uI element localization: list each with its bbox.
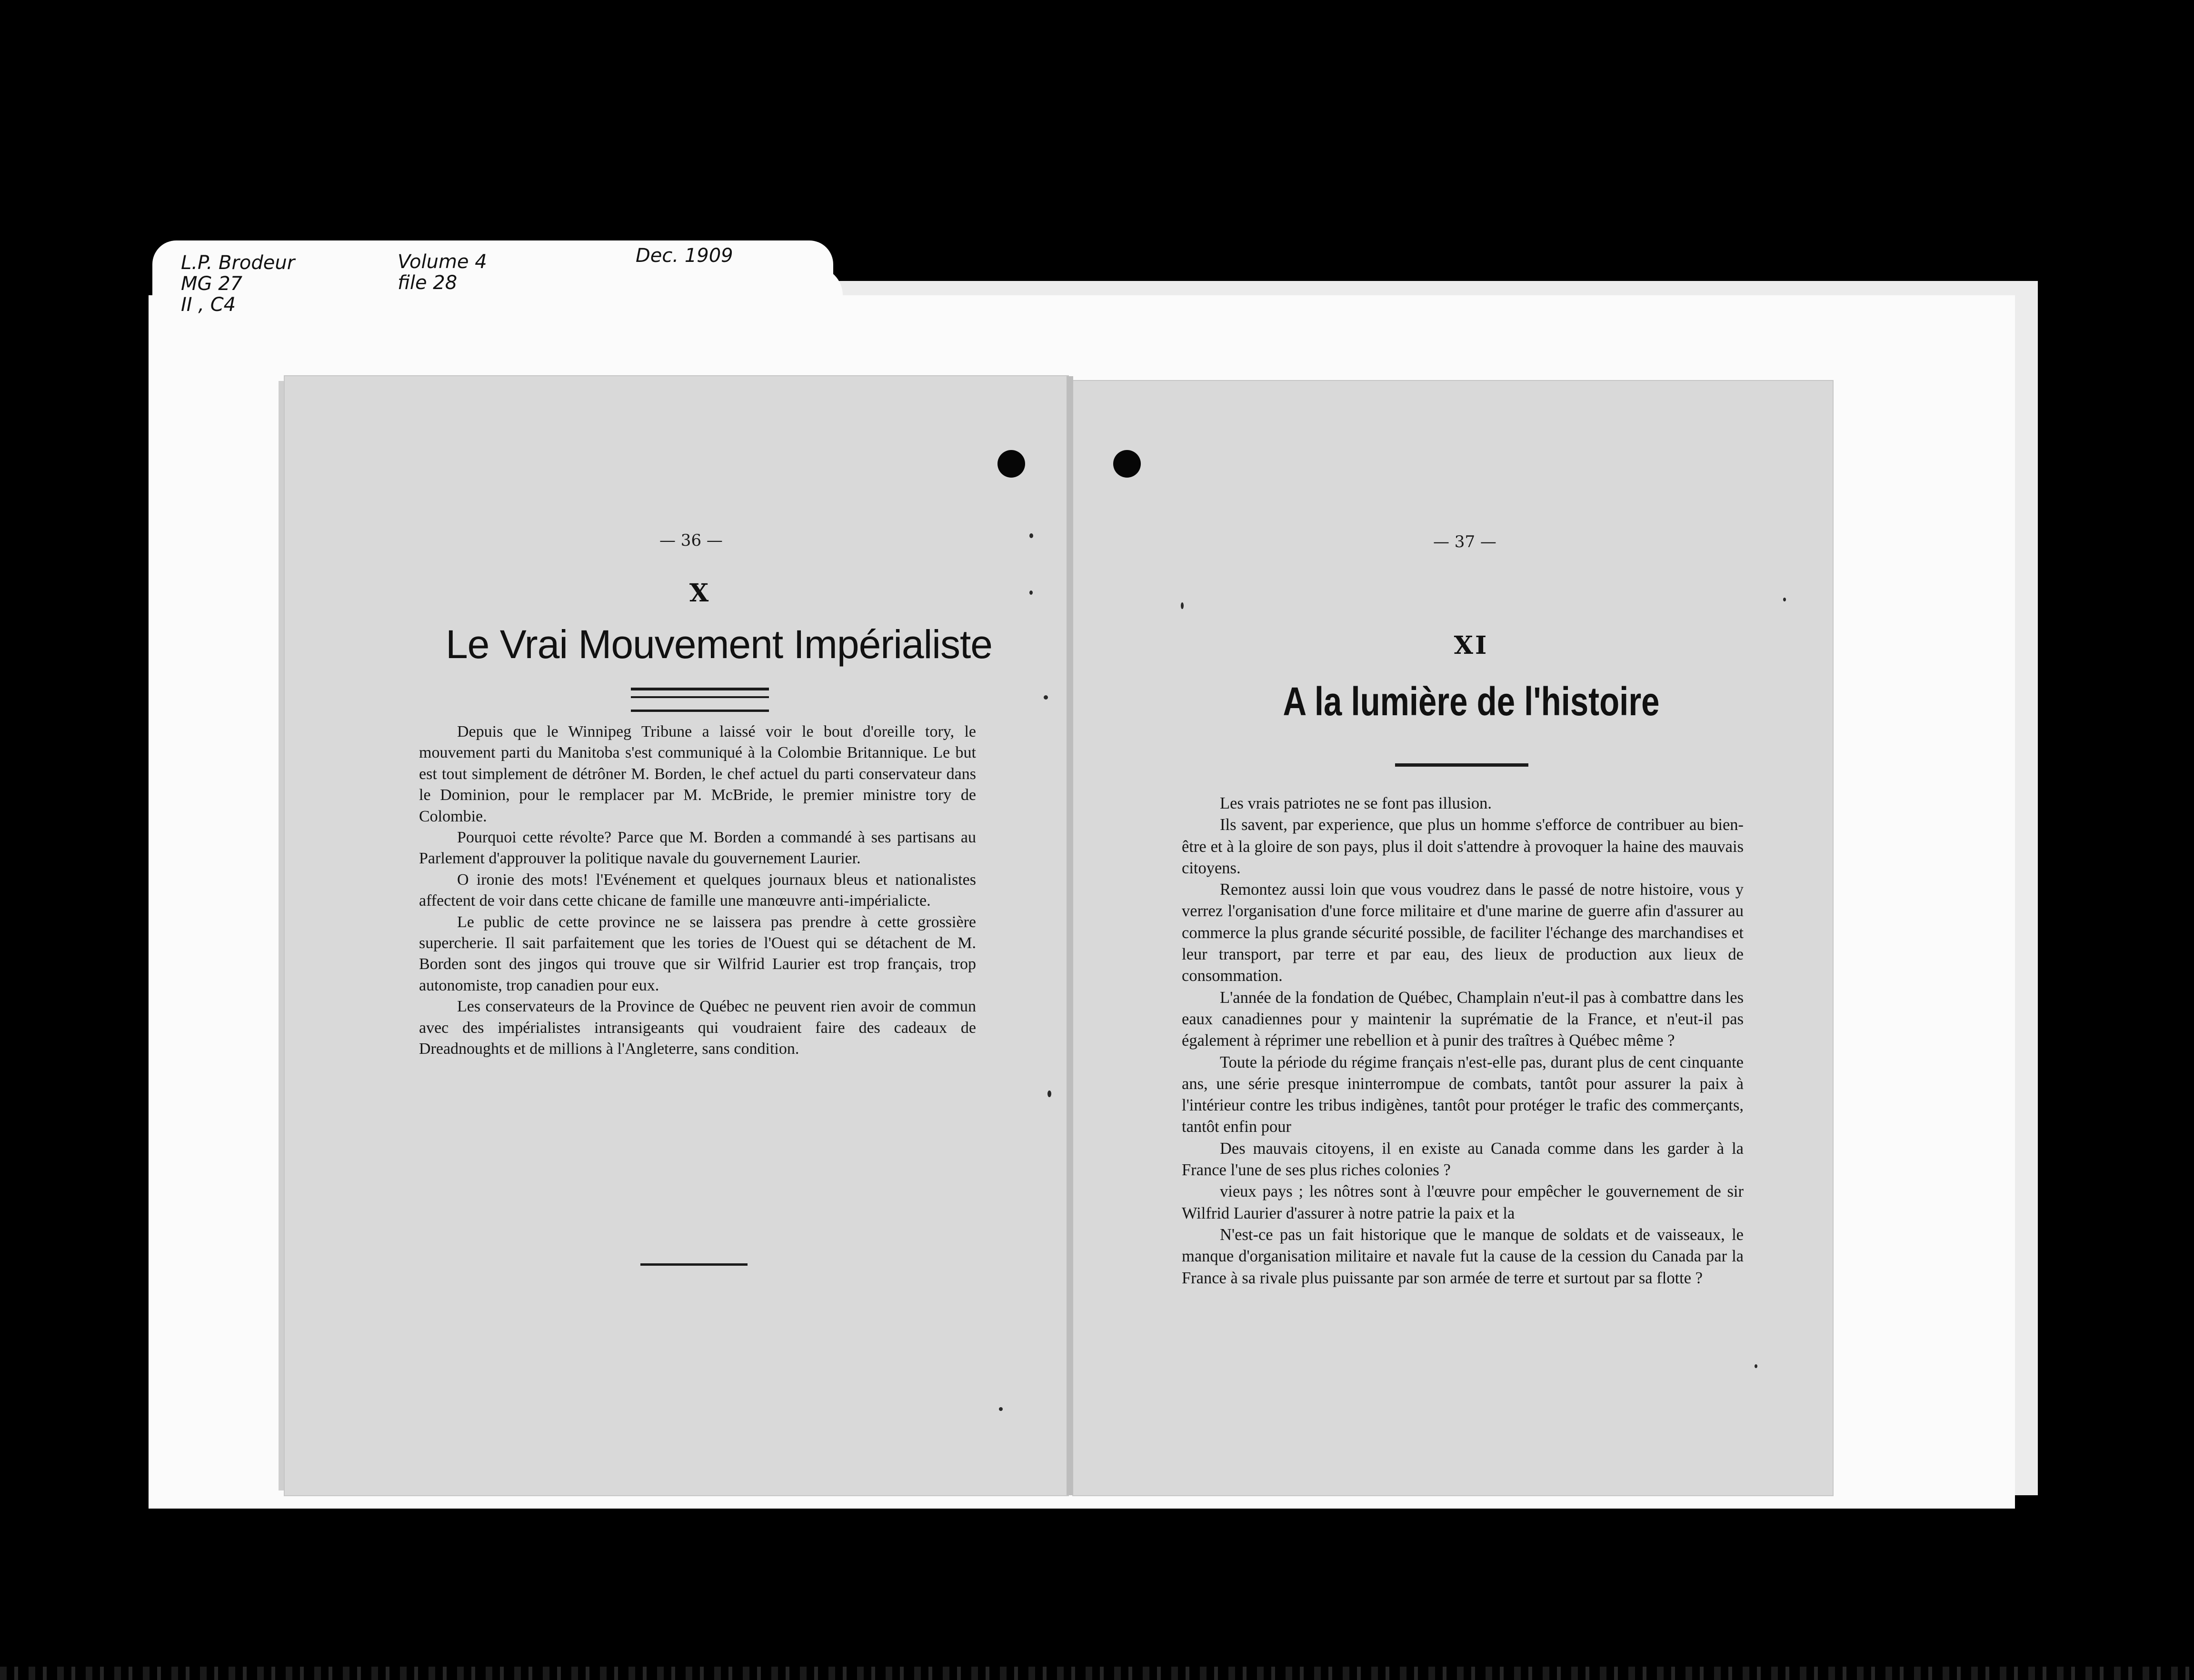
- end-rule: [640, 1263, 748, 1266]
- binder-hole-right: [1113, 450, 1141, 478]
- archive-collection-label: L.P. Brodeur MG 27 II , C4: [181, 252, 295, 316]
- right-title-rule: [1395, 763, 1528, 767]
- left-paragraph: Pourquoi cette révolte? Parce que M. Borden a commandé à ses partisans au Parlement d'approuver la politique navale du gouvernement Laurier.: [419, 829, 976, 868]
- left-body-text: [419, 721, 976, 1060]
- scan-speck: [1181, 602, 1184, 609]
- scan-speck: [1047, 1090, 1051, 1097]
- page-stack-edge: [279, 381, 285, 1490]
- right-paragraph: Des mauvais citoyens, il en existe au Canada comme dans les garder à la France l'une de ses plus riches colonies ?: [1182, 1139, 1744, 1180]
- left-chapter-number: X: [689, 579, 711, 608]
- left-paragraph: O ironie des mots! l'Evénement et quelques journaux bleus et nationalistes affectent de voir dans cette chicane de famille une manœuvre anti-impérialicte.: [419, 870, 976, 910]
- scan-speck: [1755, 1364, 1757, 1368]
- binder-hole-left: [997, 450, 1025, 478]
- right-body-text: [1182, 793, 1744, 1289]
- title-rule-top: [631, 688, 769, 690]
- title-rule-bottom: [631, 710, 769, 712]
- right-paragraph: Ils savent, par experience, que plus un homme s'efforce de contribuer au bien-être et à la gloire de son pays, plus il doit s'attendre à provoquer la haine des mauvais citoyens.: [1182, 816, 1744, 877]
- right-page-number: — 37 —: [1433, 532, 1496, 551]
- scan-speck: [1783, 598, 1786, 601]
- right-paragraph: Toute la période du régime français n'est-elle pas, durant plus de cent cinquante ans, une série presque ininterrompue de combats, tantôt pour assurer la paix à l'intérieur contre les tribus indigènes, tantôt pour protéger le trafic des commerçants, tantôt enfin pour: [1182, 1053, 1744, 1136]
- right-chapter-title: A la lumière de l'histoire: [1283, 679, 1660, 724]
- right-paragraph: Remontez aussi loin que vous voudrez dans le passé de notre histoire, vous y verrez l'organisation d'une force militaire et d'une marine de guerre afin d'assurer au commerce la plus grande sécurité possible, de faciliter l'échange des marchandises et leur transport, par terre et par eau, des lieux de production aux lieux de consommation.: [1182, 880, 1744, 985]
- left-chapter-title: Le Vrai Mouvement Impérialiste: [445, 622, 993, 667]
- scan-speck: [1044, 695, 1048, 700]
- right-paragraph: L'année de la fondation de Québec, Champlain n'eut-il pas à combattre dans les eaux canadiennes pour y maintenir la suprématie de la France, et n'eut-il pas également à réprimer une rebellion et à punir des traîtres à Québec même ?: [1182, 988, 1744, 1050]
- right-paragraph: vieux pays ; les nôtres sont à l'œuvre pour empêcher le gouvernement de sir Wilfrid Laurier d'assurer à notre patrie la paix et la: [1182, 1182, 1744, 1222]
- archive-volume-label: Volume 4 file 28: [398, 251, 487, 294]
- scan-speck: [1029, 590, 1033, 595]
- left-paragraph: Le public de cette province ne se laissera pas prendre à cette grossière supercherie. Il sait parfaitement que les tories de l'Ouest qui se détachent de M. Borden sont des jingos qui trouve que sir Wilfrid Laurier est trop français, trop autonomiste, trop canadien pour eux.: [419, 913, 976, 994]
- scan-speck: [999, 1407, 1003, 1411]
- title-rule-middle: [631, 696, 769, 698]
- right-paragraph: N'est-ce pas un fait historique que le manque de soldats et de vaisseaux, le manque d'organisation militaire et navale fut la cause de la cession du Canada par la France à sa rivale plus puissante par son armée de terre et surtout par sa flotte ?: [1182, 1225, 1744, 1287]
- left-paragraph: Depuis que le Winnipeg Tribune a laissé voir le bout d'oreille tory, le mouvement parti du Manitoba s'est communiqué à la Colombie Britannique. Le but est tout simplement de détrôner M. Borden, le chef actuel du parti conservateur dans le Dominion, pour le remplacer par M. McBride, le premier ministre tory de Colombie.: [419, 723, 976, 825]
- right-paragraph: Les vrais patriotes ne se font pas illusion.: [1220, 794, 1492, 812]
- archive-date-label: Dec. 1909: [636, 245, 733, 267]
- left-page-number: — 36 —: [659, 531, 723, 550]
- scan-speck: [1029, 533, 1033, 538]
- right-chapter-number: XI: [1454, 631, 1489, 660]
- left-paragraph: Les conservateurs de la Province de Québec ne peuvent rien avoir de commun avec des impérialistes intransigeants qui voudraient faire des cadeaux de Dreadnoughts et de millions à l'Angleterre, sans condition.: [419, 998, 976, 1058]
- scan-noise-strip: [0, 1667, 2194, 1680]
- booklet-gutter: [1067, 376, 1073, 1495]
